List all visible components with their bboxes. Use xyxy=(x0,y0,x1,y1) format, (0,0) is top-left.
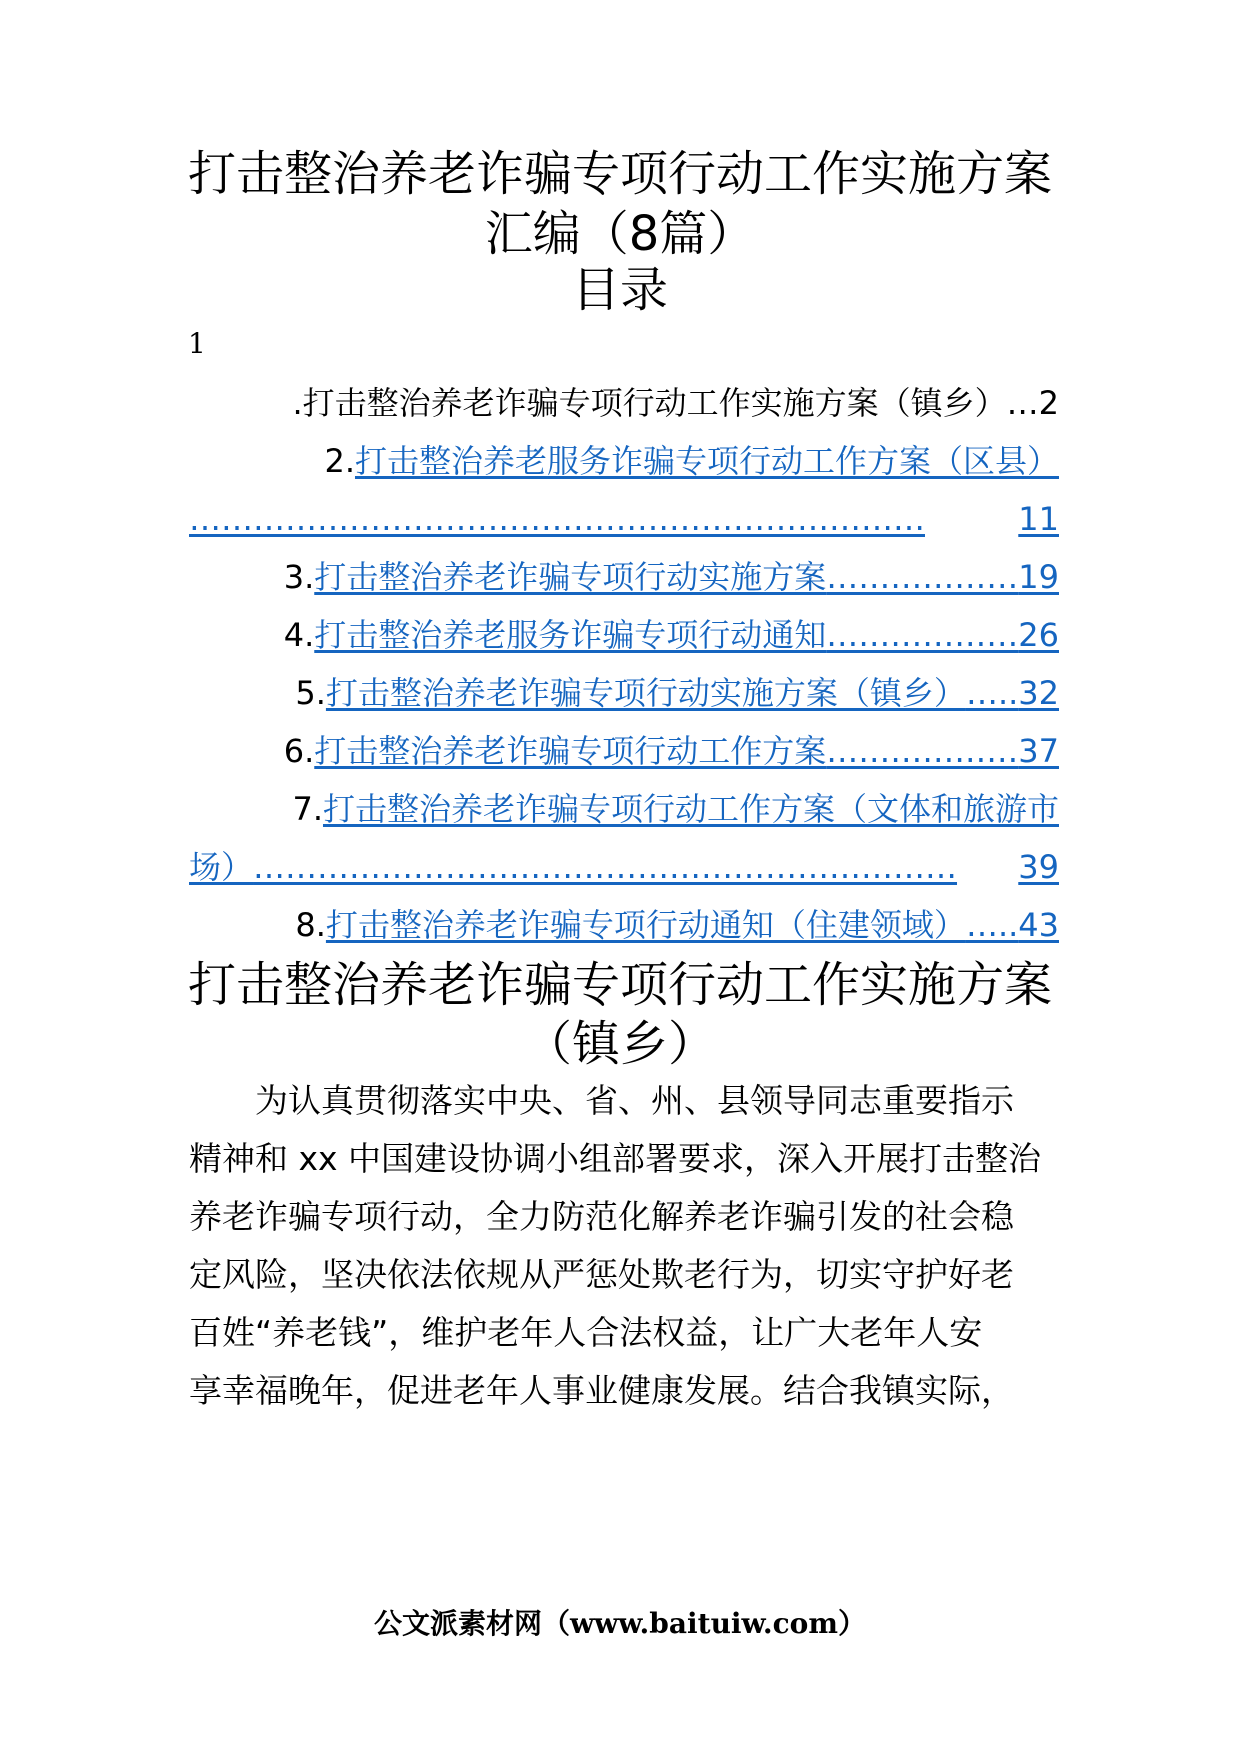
body-line-1: 为认真贯彻落实中央、省、州、县领导同志重要指示 xyxy=(255,1081,1014,1120)
toc-item-4-leader: ……………… xyxy=(826,616,1019,654)
toc-item-8-page[interactable]: 43 xyxy=(1018,906,1059,944)
toc-item-1: .打击整治养老诈骗专项行动工作实施方案（镇乡）…2 xyxy=(292,384,1059,422)
toc-item-2-continuation[interactable] xyxy=(189,500,1059,538)
section-title-line1: 打击整治养老诈骗专项行动工作实施方案 xyxy=(187,957,1052,1013)
toc-item-6-leader: ……………… xyxy=(826,732,1019,770)
toc-item-4[interactable] xyxy=(189,616,1059,654)
toc-item-5-leader: ….. xyxy=(965,674,1019,712)
toc-item-8-link[interactable]: 打击整治养老诈骗专项行动通知（住建领域） xyxy=(325,906,966,944)
document-title-line1: 打击整治养老诈骗专项行动工作实施方案 xyxy=(187,146,1052,202)
toc-item-4-page[interactable]: 26 xyxy=(1018,616,1059,654)
footer-watermark: 公文派素材网（www.baituiw.com） xyxy=(374,1607,866,1640)
toc-item-5-number: 5. xyxy=(295,674,326,712)
toc-item-3-page[interactable]: 19 xyxy=(1018,558,1059,596)
toc-item-7-number: 7. xyxy=(292,790,323,828)
toc-item-8-number: 8. xyxy=(295,906,326,944)
toc-item-6-page[interactable]: 37 xyxy=(1018,732,1059,770)
body-line-4: 定风险，坚决依法依规从严惩处欺老行为，切实守护好老 xyxy=(189,1255,1014,1294)
toc-item-3[interactable] xyxy=(189,558,1059,596)
toc-item-2-number: 2. xyxy=(324,442,355,480)
toc-item-7[interactable] xyxy=(189,790,1059,828)
toc-item-7-page[interactable]: 39 xyxy=(1018,848,1059,886)
toc-page-marker: 1 xyxy=(188,327,206,360)
toc-item-7-link[interactable]: 打击整治养老诈骗专项行动工作方案（文体和旅游市 xyxy=(322,790,1059,828)
toc-item-5-page[interactable]: 32 xyxy=(1018,674,1059,712)
body-line-2: 精神和 xx 中国建设协调小组部署要求，深入开展打击整治 xyxy=(189,1139,1042,1178)
toc-heading: 目录 xyxy=(571,262,668,318)
document-title-line2: 汇编（8篇） xyxy=(484,206,756,262)
toc-item-2-leader: …………………………………………………………… xyxy=(189,500,925,538)
toc-item-5-link[interactable]: 打击整治养老诈骗专项行动实施方案（镇乡） xyxy=(325,674,966,712)
body-line-3: 养老诈骗专项行动，全力防范化解养老诈骗引发的社会稳 xyxy=(189,1197,1014,1236)
body-line-5: 百姓“养老钱”，维护老年人合法权益，让广大老年人安 xyxy=(189,1313,983,1352)
toc-item-6-link[interactable]: 打击整治养老诈骗专项行动工作方案 xyxy=(314,732,827,770)
toc-item-3-number: 3. xyxy=(283,558,315,596)
toc-item-2-link[interactable]: 打击整治养老服务诈骗专项行动工作方案（区县） xyxy=(354,442,1059,480)
toc-item-2-page[interactable]: 11 xyxy=(1018,500,1059,538)
toc-item-7-continuation[interactable] xyxy=(189,848,1059,886)
toc-item-7-leader: ………………………………………………………… xyxy=(253,848,958,886)
body-line-6: 享幸福晚年，促进老年人事业健康发展。结合我镇实际， xyxy=(189,1371,1014,1410)
toc-item-7-link-continued[interactable]: 场） xyxy=(189,848,254,886)
section-title-line2: （镇乡） xyxy=(523,1016,716,1072)
toc-item-6[interactable] xyxy=(189,732,1059,770)
toc-item-8[interactable] xyxy=(189,906,1059,944)
toc-item-5[interactable] xyxy=(189,674,1059,712)
toc-item-4-number: 4. xyxy=(283,616,315,654)
toc-item-2[interactable] xyxy=(189,442,1059,480)
toc-item-3-link[interactable]: 打击整治养老诈骗专项行动实施方案 xyxy=(314,558,827,596)
toc-item-6-number: 6. xyxy=(283,732,315,770)
toc-item-4-link[interactable]: 打击整治养老服务诈骗专项行动通知 xyxy=(314,616,827,654)
toc-item-8-leader: ….. xyxy=(965,906,1019,944)
toc-item-3-leader: ……………… xyxy=(826,558,1019,596)
